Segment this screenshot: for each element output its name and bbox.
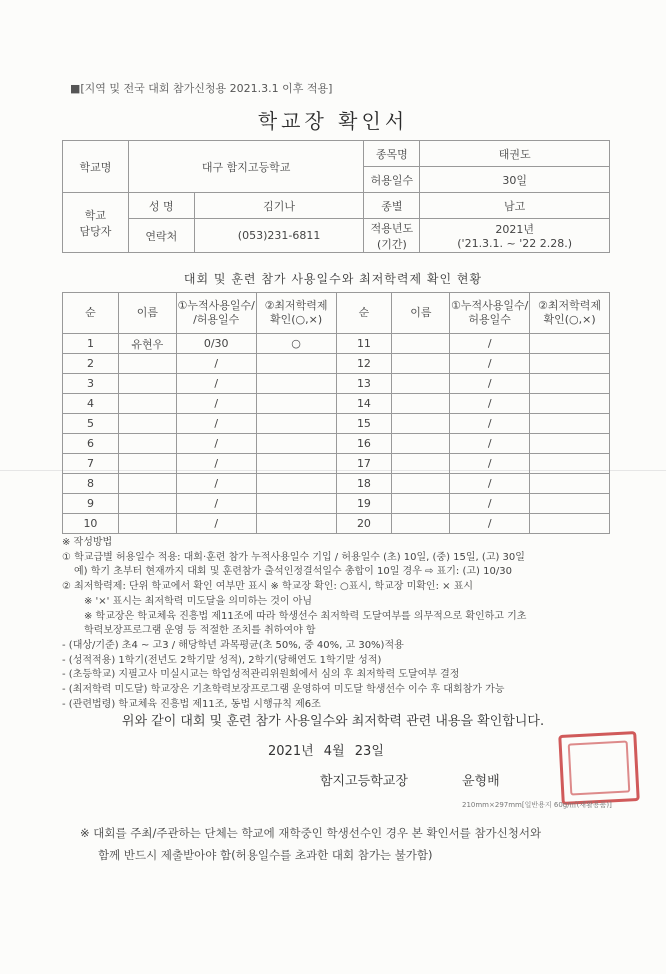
sport-label: 종목명 <box>364 141 420 167</box>
status-cell: 11 <box>336 334 392 354</box>
status-header-cell: ②최저학력제 확인(○,×) <box>530 293 610 334</box>
status-header-cell: ②최저학력제 확인(○,×) <box>256 293 336 334</box>
status-cell <box>256 394 336 414</box>
school-label: 학교명 <box>63 141 129 193</box>
status-cell: / <box>450 354 530 374</box>
status-cell <box>530 494 610 514</box>
status-cell: 6 <box>63 434 119 454</box>
status-cell: 4 <box>63 394 119 414</box>
status-cell: 5 <box>63 414 119 434</box>
note-line: ※ 학교장은 학교체육 진흥법 제11조에 따라 학생선수 최저학력 도달여부를 의무적으로 확인하고 기초 <box>84 610 527 622</box>
status-header-cell: 이름 <box>118 293 176 334</box>
status-cell <box>256 494 336 514</box>
status-cell <box>530 414 610 434</box>
status-cell <box>530 394 610 414</box>
status-cell: 0/30 <box>176 334 256 354</box>
year-label <box>364 219 420 253</box>
status-cell <box>392 434 450 454</box>
status-cell: 19 <box>336 494 392 514</box>
status-cell <box>118 514 176 534</box>
status-cell: / <box>176 474 256 494</box>
date-day: 23일 <box>354 744 384 759</box>
status-cell: / <box>176 434 256 454</box>
status-cell <box>392 374 450 394</box>
info-table <box>62 140 610 253</box>
status-cell <box>118 414 176 434</box>
bottom-note <box>80 822 541 866</box>
status-cell <box>118 354 176 374</box>
status-cell: / <box>450 394 530 414</box>
status-cell <box>118 374 176 394</box>
note-line: - (관련법령) 학교체육 진흥법 제11조, 동법 시행규칙 제6조 <box>62 698 321 710</box>
status-row <box>63 354 610 374</box>
status-cell <box>530 374 610 394</box>
status-row <box>63 334 610 354</box>
status-cell <box>392 494 450 514</box>
status-cell <box>256 374 336 394</box>
status-cell: 3 <box>63 374 119 394</box>
status-cell <box>256 474 336 494</box>
status-cell: 12 <box>336 354 392 374</box>
date-year: 2021년 <box>268 744 314 759</box>
status-header-cell: 순 <box>336 293 392 334</box>
status-cell: 18 <box>336 474 392 494</box>
status-body <box>63 334 610 534</box>
status-cell <box>118 474 176 494</box>
status-row <box>63 494 610 514</box>
official-seal-icon <box>558 731 640 805</box>
status-cell <box>256 454 336 474</box>
status-cell <box>392 354 450 374</box>
manager-label-line2: 담당자 <box>79 224 112 238</box>
status-cell <box>530 334 610 354</box>
status-cell <box>392 474 450 494</box>
status-row <box>63 394 610 414</box>
status-cell: / <box>450 454 530 474</box>
status-cell: 7 <box>63 454 119 474</box>
status-cell: ○ <box>256 334 336 354</box>
status-cell: 13 <box>336 374 392 394</box>
status-cell <box>392 514 450 534</box>
status-cell <box>530 474 610 494</box>
year-label-line1: 적용년도 <box>370 221 414 235</box>
paper-spec: 210mm×297mm[일반용지 60g/㎡(재활용품)] <box>462 801 612 809</box>
note-line: ※ '×' 표시는 최저학력 미도달을 의미하는 것이 아님 <box>84 595 313 607</box>
status-cell: / <box>450 494 530 514</box>
days-value: 30일 <box>420 167 610 193</box>
contact-label: 연락처 <box>128 219 194 253</box>
status-cell <box>530 454 610 474</box>
status-cell: / <box>450 374 530 394</box>
status-cell: / <box>176 374 256 394</box>
status-cell: / <box>450 414 530 434</box>
status-cell: / <box>450 434 530 454</box>
confirmation-statement: 위와 같이 대회 및 훈련 참가 사용일수와 최저학력 관련 내용을 확인합니다. <box>121 714 545 729</box>
status-row <box>63 474 610 494</box>
year-label-line2: (기간) <box>376 237 407 251</box>
status-cell <box>256 414 336 434</box>
status-cell: / <box>176 394 256 414</box>
gender-label: 종별 <box>364 193 420 219</box>
status-cell <box>392 414 450 434</box>
status-cell: / <box>176 354 256 374</box>
gender-value: 남고 <box>420 193 610 219</box>
status-header-cell: 순 <box>63 293 119 334</box>
status-cell <box>530 514 610 534</box>
status-cell: 20 <box>336 514 392 534</box>
note-line: ① 학교급별 허용일수 적용: 대회·훈련 참가 누적사용일수 기입 / 허용일수 (초) 10일, (중) 15일, (고) 30일 <box>62 551 525 563</box>
status-cell: / <box>176 494 256 514</box>
status-header-row <box>63 293 610 334</box>
year-value-line1: 2021년 <box>495 223 534 236</box>
note-line: - (최저학력 미도달) 학교장은 기초학력보장프로그램 운영하여 미도달 학생선수 이수 후 대회참가 가능 <box>62 684 505 696</box>
status-cell: 8 <box>63 474 119 494</box>
status-cell: / <box>450 514 530 534</box>
note-line: 학력보장프로그램 운영 등 적절한 조치를 취하여야 함 <box>84 625 316 637</box>
note-line: ② 최저학력제: 단위 학교에서 확인 여부만 표시 ※ 학교장 확인: ○표시, 학교장 미확인: × 표시 <box>62 581 474 593</box>
year-value <box>420 219 610 253</box>
status-header-cell: ①누적사용일수/ /허용일수 <box>176 293 256 334</box>
principal-name: 윤형배 <box>462 774 500 789</box>
note-line: 예) 학기 초부터 현재까지 대회 및 훈련참가 출석인정결석일수 총합이 10일 경우 ⇨ 표기: (고) 10/30 <box>74 566 512 578</box>
status-cell: 2 <box>63 354 119 374</box>
status-cell <box>256 514 336 534</box>
note-line: - (성적적용) 1학기(전년도 2학기말 성적), 2학기(당해연도 1학기말 성적) <box>62 654 382 666</box>
status-cell <box>392 394 450 414</box>
status-cell <box>118 494 176 514</box>
sport-value: 태권도 <box>420 141 610 167</box>
status-cell: 16 <box>336 434 392 454</box>
status-cell: 15 <box>336 414 392 434</box>
note-line: ※ 작성방법 <box>62 537 113 548</box>
bottom-note-line1: ※ 대회를 주최/주관하는 단체는 학교에 재학중인 학생선수인 경우 본 확인서를 참가신청서와 <box>80 826 542 840</box>
name-value: 김기나 <box>194 193 364 219</box>
status-header-cell: 이름 <box>392 293 450 334</box>
status-cell: 17 <box>336 454 392 474</box>
status-row <box>63 514 610 534</box>
header-note: ■[지역 및 전국 대회 참가신청용 2021.3.1 이후 적용] <box>70 82 333 95</box>
status-cell <box>530 354 610 374</box>
manager-label-line1: 학교 <box>84 208 107 222</box>
status-cell <box>392 334 450 354</box>
status-cell: / <box>176 414 256 434</box>
status-cell <box>392 454 450 474</box>
status-row <box>63 434 610 454</box>
status-cell: 14 <box>336 394 392 414</box>
status-cell: 유현우 <box>118 334 176 354</box>
status-row <box>63 414 610 434</box>
status-cell: 1 <box>63 334 119 354</box>
status-cell: / <box>450 334 530 354</box>
status-row <box>63 374 610 394</box>
days-label: 허용일수 <box>364 167 420 193</box>
name-label: 성 명 <box>128 193 194 219</box>
status-cell: / <box>176 454 256 474</box>
year-value-line2: ('21.3.1. ~ '22 2.28.) <box>457 237 573 250</box>
school-value: 대구 함지고등학교 <box>128 141 364 193</box>
note-line: - (초등학교) 지필고사 미실시교는 학업성적관리위원회에서 심의 후 최저학력 도달여부 결정 <box>62 669 460 681</box>
status-cell <box>118 394 176 414</box>
status-row <box>63 454 610 474</box>
manager-label <box>63 193 129 253</box>
status-cell: 9 <box>63 494 119 514</box>
status-cell <box>530 434 610 454</box>
date-line <box>268 740 384 759</box>
note-line: - (대상/기준) 초4 ~ 고3 / 해당학년 과목평균(초 50%, 중 40%, 고 30%)적용 <box>62 639 404 651</box>
status-cell <box>118 454 176 474</box>
document-title: 학교장 확인서 <box>257 109 409 133</box>
status-cell <box>118 434 176 454</box>
date-month: 4월 <box>323 744 345 759</box>
bottom-note-line2: 함께 반드시 제출받아야 함(허용일수를 초과한 대회 참가는 불가함) <box>98 848 433 862</box>
status-title: 대회 및 훈련 참가 사용일수와 최저학력제 확인 현황 <box>183 272 483 286</box>
writing-instructions <box>62 536 622 712</box>
status-header-cell: ①누적사용일수/ 허용일수 <box>450 293 530 334</box>
status-table <box>62 292 610 534</box>
status-cell <box>256 354 336 374</box>
contact-value: (053)231-6811 <box>194 219 364 253</box>
principal-title: 함지고등학교장 <box>320 774 408 789</box>
status-cell: 10 <box>63 514 119 534</box>
status-cell <box>256 434 336 454</box>
status-cell: / <box>176 514 256 534</box>
status-cell: / <box>450 474 530 494</box>
